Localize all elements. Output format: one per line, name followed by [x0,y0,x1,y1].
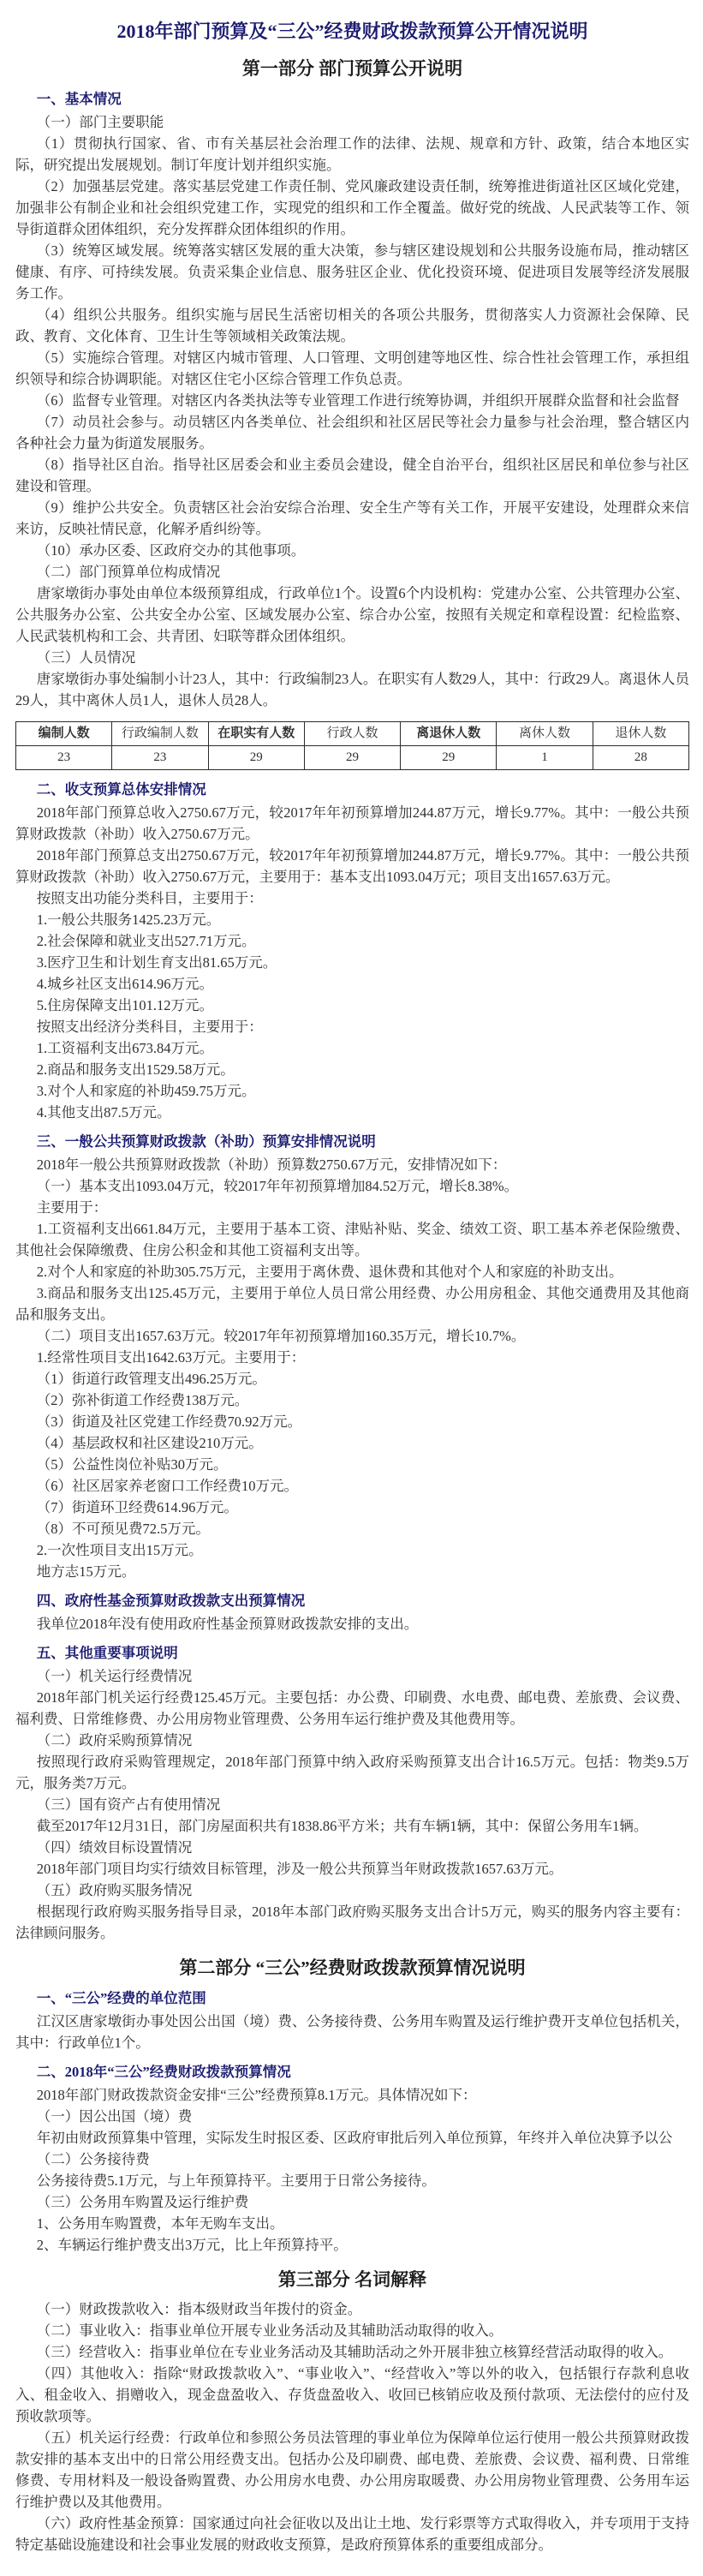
paragraph: （5）实施综合管理。对辖区内城市管理、人口管理、文明创建等地区性、综合性社会管理工作，承担组织领导和综合协调职能。对辖区住宅小区综合管理工作负总责。 [15,350,689,387]
paragraph: （一）财政拨款收入：指本级财政当年拨付的资金。 [36,2301,362,2317]
subsection-heading: （二）政府采购预算情况 [36,1732,193,1748]
document-body [15,57,689,2555]
paragraph: 按照支出经济分类科目，主要用于： [36,1019,263,1035]
paragraph: （二）事业收入：指事业单位开展专业业务活动及其辅助活动取得的收入。 [36,2322,503,2339]
paragraph: 3.医疗卫生和计划生育支出81.65万元。 [36,954,277,971]
paragraph: （7）街道环卫经费614.96万元。 [36,1499,238,1515]
paragraph: （5）公益性岗位补贴30万元。 [36,1456,228,1473]
subsection-heading: （四）绩效目标设置情况 [36,1839,193,1856]
paragraph: 江汉区唐家墩街办事处因公出国（境）费、公务接待费、公务用车购置及运行维护费开支单位包括机关，其中：行政单位1个。 [15,2013,689,2051]
paragraph: （3）街道及社区党建工作经费70.92万元。 [36,1414,302,1430]
paragraph: （7）动员社会参与。动员辖区内各类单位、社会组织和社区居民等社会力量参与社会治理，整合辖区内各种社会力量为街道发展服务。 [15,414,689,451]
paragraph: 主要用于： [36,1199,108,1216]
paragraph: 根据现行政府购买服务指导目录，2018年本部门政府购买服务支出合计5万元，购买的服务内容主要有：法律顾问服务。 [15,1904,689,1941]
paragraph: 2018年部门财政拨款资金安排“三公”经费预算8.1万元。具体情况如下： [36,2087,477,2103]
paragraph: 公务接待费5.1万元，与上年预算持平。主要用于日常公务接待。 [36,2173,436,2189]
paragraph: （6）社区居家养老窗口工作经费10万元。 [36,1478,298,1494]
personnel-table-header: 编制人数 [16,722,112,746]
paragraph: 2018年部门项目均实行绩效目标管理，涉及一般公共预算当年财政拨款1657.63万元。 [36,1861,563,1877]
paragraph: （4）基层政权和社区建设210万元。 [36,1435,263,1451]
paragraph: （三）经营收入：指事业单位在专业业务活动及其辅助活动之外开展非独立核算经营活动取得的收入。 [36,2344,673,2360]
paragraph: 2018年一般公共预算财政拨款（补助）预算数2750.67万元，安排情况如下： [36,1157,507,1173]
personnel-table-header: 在职实有人数 [208,722,304,746]
paragraph: 2018年部门预算总收入2750.67万元，较2017年年初预算增加244.87万元，增长9.77%。其中：一般公共预算财政拨款（补助）收入2750.67万元。 [15,804,689,842]
personnel-table-cell: 23 [112,746,208,770]
paragraph: 3.对个人和家庭的补助459.75万元。 [36,1083,256,1099]
paragraph: （4）组织公共服务。组织实施与居民生活密切相关的各项公共服务，贯彻落实人力资源社会保障、民政、教育、文化体育、卫生计生等领域相关政策法规。 [15,307,689,344]
subsection-heading: （三）人员情况 [36,649,136,666]
paragraph: 1.一般公共服务1425.23万元。 [36,911,221,928]
personnel-table-header-row [16,722,689,746]
paragraph: 1.经常性项目支出1642.63万元。主要用于： [36,1349,306,1366]
personnel-table-cell: 28 [593,746,688,770]
paragraph: （一）因公出国（境）费 [36,2108,193,2125]
subsection-heading: （五）政府购买服务情况 [36,1882,193,1898]
paragraph: （三）公务用车购置及运行维护费 [36,2194,249,2210]
section-heading: 二、收支预算总体安排情况 [36,781,206,798]
subsection-heading: （三）国有资产占有使用情况 [36,1796,221,1813]
section-heading: 五、其他重要事项说明 [36,1645,178,1661]
personnel-table-cell: 29 [401,746,497,770]
paragraph: （10）承办区委、区政府交办的其他事项。 [36,542,306,559]
part-heading: 第一部分 部门预算公开说明 [241,58,463,79]
paragraph: 2.商品和服务支出1529.58万元。 [36,1061,235,1078]
paragraph: 4.城乡社区支出614.96万元。 [36,976,213,992]
paragraph: 4.其他支出87.5万元。 [36,1104,171,1121]
paragraph: 2.对个人和家庭的补助305.75万元，主要用于离休费、退休费和其他对个人和家庭的补助支出。 [36,1264,623,1280]
paragraph: 年初由财政预算集中管理，实际发生时报区委、区政府审批后列入单位预算，年终并入单位决算予以公 [36,2130,673,2146]
paragraph: 按照现行政府采购管理规定，2018年部门预算中纳入政府采购预算支出合计16.5万元。包括：物类9.5万元，服务类7万元。 [15,1754,689,1791]
paragraph: 2018年部门预算总支出2750.67万元，较2017年年初预算增加244.87万元，增长9.77%。其中：一般公共预算财政拨款（补助）收入2750.67万元，主要用于：基本支出1093.04万元；项目支出1657.63万元。 [15,847,689,885]
subsection-heading: （一）机关运行经费情况 [36,1668,193,1684]
personnel-table-header: 离休人数 [497,722,593,746]
paragraph: （六）政府性基金预算：国家通过向社会征收以及出让土地、发行彩票等方式取得收入，并专项用于支持特定基础设施建设和社会事业发展的财政收支预算，是政府预算体系的重要组成部分。 [15,2515,689,2553]
paragraph: （2）弥补街道工作经费138万元。 [36,1392,249,1408]
personnel-table-header: 行政人数 [304,722,400,746]
paragraph: （二）公务接待费 [36,2151,150,2167]
paragraph: 2018年部门机关运行经费125.45万元。主要包括：办公费、印刷费、水电费、邮电费、差旅费、会议费、福利费、日常维修费、办公用房物业管理费、公务用车运行维护费及其他费用等。 [15,1689,689,1727]
paragraph: （五）机关运行经费：行政单位和参照公务员法管理的事业单位为保障单位运行使用一般公共预算财政拨款安排的基本支出中的日常公用经费支出。包括办公及印刷费、邮电费、差旅费、会议费、福利费、日常维修费、专用材料及一般设备购置费、办公用房水电费、办公用房取暖费、办公用房物业管理费、公务用车运行维护费以及其他费用。 [15,2430,689,2510]
personnel-table [15,721,689,770]
paragraph: 1.工资福利支出673.84万元。 [36,1040,213,1056]
paragraph: 地方志15万元。 [36,1563,136,1580]
paragraph: （8）指导社区自治。指导社区居委会和业主委员会建设，健全自治平台，组织社区居民和单位参与社区建设和管理。 [15,457,689,494]
section-heading: 一、“三公”经费的单位范围 [36,1990,206,2006]
paragraph: （2）加强基层党建。落实基层党建工作责任制、党风廉政建设责任制，统筹推进街道社区区域化党建，加强非公有制企业和社会组织党建工作，实现党的组织和工作全覆盖。做好党的统战、人民武装等工作、领导街道群众团体组织，充分发挥群众团体组织的作用。 [15,178,689,237]
paragraph: （3）统筹区域发展。统筹落实辖区发展的重大决策，参与辖区建设规划和公共服务设施布局，推动辖区健康、有序、可持续发展。负责采集企业信息、服务驻区企业、优化投资环境、促进项目发展等经济发展服务工作。 [15,242,689,302]
paragraph: 截至2017年12月31日，部门房屋面积共有1838.86平方米；共有车辆1辆，其中：保留公务用车1辆。 [36,1818,648,1834]
paragraph: （8）不可预见费72.5万元。 [36,1521,210,1537]
personnel-table-cell: 29 [208,746,304,770]
paragraph: （9）维护公共安全。负责辖区社会治安综合治理、安全生产等有关工作，开展平安建设，处理群众来信来访，反映社情民意，化解矛盾纠纷等。 [15,499,689,537]
section-heading: 四、政府性基金预算财政拨款支出预算情况 [36,1593,306,1609]
personnel-table-header: 退休人数 [593,722,688,746]
paragraph: （二）项目支出1657.63万元。较2017年年初预算增加160.35万元，增长10.7%。 [36,1328,526,1344]
section-heading: 二、2018年“三公”经费财政拨款预算情况 [36,2064,291,2080]
paragraph: （1）街道行政管理支出496.25万元。 [36,1371,266,1387]
paragraph: 5.住房保障支出101.12万元。 [36,997,213,1013]
paragraph: 2、车辆运行维护费支出3万元，比上年预算持平。 [36,2237,348,2253]
paragraph: 我单位2018年没有使用政府性基金预算财政拨款安排的支出。 [36,1616,419,1632]
paragraph: （1）贯彻执行国家、省、市有关基层社会治理工作的法律、法规、规章和方针、政策，结合本地区实际，研究提出发展规划。制订年度计划并组织实施。 [15,135,689,173]
part-heading: 第二部分 “三公”经费财政拨款预算情况说明 [179,1957,526,1978]
personnel-table-cell: 1 [497,746,593,770]
section-heading: 三、一般公共预算财政拨款（补助）预算安排情况说明 [36,1133,376,1150]
subsection-heading: （二）部门预算单位构成情况 [36,564,221,580]
paragraph: （四）其他收入：指除“财政拨款收入”、“事业收入”、“经营收入”等以外的收入，包括银行存款利息收入、租金收入、捐赠收入，现金盘盈收入、存货盘盈收入、收回已核销应收及预付款项、无法偿付的应付及预收款项等。 [15,2365,689,2424]
paragraph: 按照支出功能分类科目，主要用于： [36,890,263,906]
part-heading: 第三部分 名词解释 [277,2269,427,2290]
paragraph: 3.商品和服务支出125.45万元，主要用于单位人员日常公用经费、办公用房租金、其他交通费用及其他商品和服务支出。 [15,1285,689,1323]
paragraph: 2.社会保障和就业支出527.71万元。 [36,933,256,949]
subsection-heading: （一）部门主要职能 [36,114,164,130]
personnel-table-value-row [16,746,689,770]
paragraph: 唐家墩街办事处编制小计23人，其中：行政编制23人。在职实有人数29人，其中：行政29人。离退休人员29人，其中离休人员1人，退休人员28人。 [15,671,689,708]
page-title: 2018年部门预算及“三公”经费财政拨款预算公开情况说明 [116,21,588,42]
personnel-table-cell: 29 [304,746,400,770]
paragraph: 2.一次性项目支出15万元。 [36,1542,203,1558]
personnel-table-header: 行政编制人数 [112,722,208,746]
paragraph: 1、公务用车购置费，本年无购车支出。 [36,2215,284,2232]
paragraph: （一）基本支出1093.04万元，较2017年年初预算增加84.52万元，增长8.38%。 [36,1178,519,1194]
personnel-table-cell: 23 [16,746,112,770]
paragraph: 唐家墩街办事处由单位本级预算组成，行政单位1个。设置6个内设机构：党建办公室、公共管理办公室、公共服务办公室、公共安全办公室、区域发展办公室、综合办公室，按照有关规定和章程设置：纪检监察、人民武装机构和工会、共青团、妇联等群众团体组织。 [15,585,689,644]
section-heading: 一、基本情况 [36,91,122,107]
paragraph: 1.工资福利支出661.84万元，主要用于基本工资、津贴补贴、奖金、绩效工资、职工基本养老保险缴费、其他社会保障缴费、住房公积金和其他工资福利支出等。 [15,1221,689,1258]
paragraph: （6）监督专业管理。对辖区内各类执法等专业管理工作进行统筹协调，并组织开展群众监督和社会监督 [36,392,680,409]
personnel-table-header: 离退休人数 [401,722,497,746]
